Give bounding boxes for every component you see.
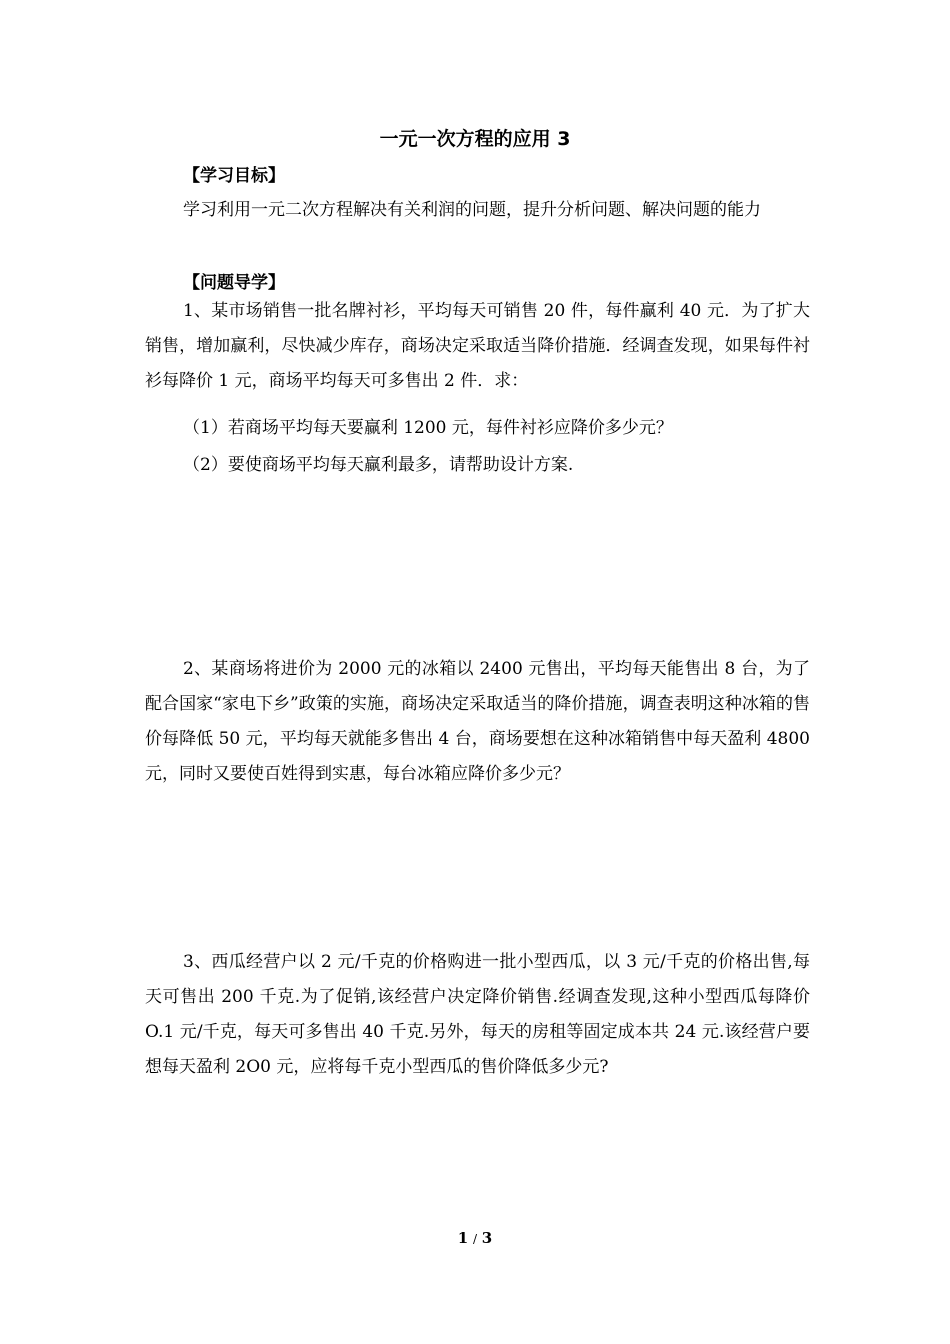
current-page: 1	[457, 1229, 469, 1247]
page-separator: /	[472, 1232, 478, 1246]
learning-goal-text: 学习利用一元二次方程解决有关利润的问题，提升分析问题、解决问题的能力	[183, 200, 761, 220]
guided-study-heading: 【问题导学】	[183, 273, 285, 293]
problem-2-text: 2、某商场将进价为 2000 元的冰箱以 2400 元售出，平均每天能售出 8 台，为了配合国家“家电下乡”政策的实施，商场决定采取适当的降价措施，调查表明这种冰箱的售价每降低 50 元，平均每天就能多售出 4 台，商场要想在这种冰箱销售中每天盈利 4800 元，同时又要使百姓得到实惠，每台冰箱应降价多少元？	[145, 659, 810, 784]
problem-1-sub-question-2: （2）要使商场平均每天赢利最多，请帮助设计方案.	[183, 455, 574, 475]
problem-1-sub-question-1: （1）若商场平均每天要赢利 1200 元，每件衬衫应降价多少元？	[183, 418, 673, 438]
problem-1-text: 1、某市场销售一批名牌衬衫，平均每天可销售 20 件，每件赢利 40 元．为了扩大销售，增加赢利，尽快减少库存，商场决定采取适当降价措施．经调查发现，如果每件衬衫每降价 1 元，商场平均每天可多售出 2 件．求：	[145, 301, 810, 391]
page-number	[0, 1229, 950, 1247]
page-title: 一元一次方程的应用 3	[379, 128, 571, 150]
problem-3-text: 3、西瓜经营户以 2 元/千克的价格购进一批小型西瓜，以 3 元/千克的价格出售,每天可售出 200 千克.为了促销,该经营户决定降价销售.经调查发现,这种小型西瓜每降价 O.1 元/千克，每天可多售出 40 千克.另外，每天的房租等固定成本共 24 元.该经营户要想每天盈利 2O0 元，应将每千克小型西瓜的售价降低多少元?	[145, 952, 810, 1077]
learning-goal-heading: 【学习目标】	[183, 166, 285, 186]
total-pages: 3	[481, 1229, 493, 1247]
